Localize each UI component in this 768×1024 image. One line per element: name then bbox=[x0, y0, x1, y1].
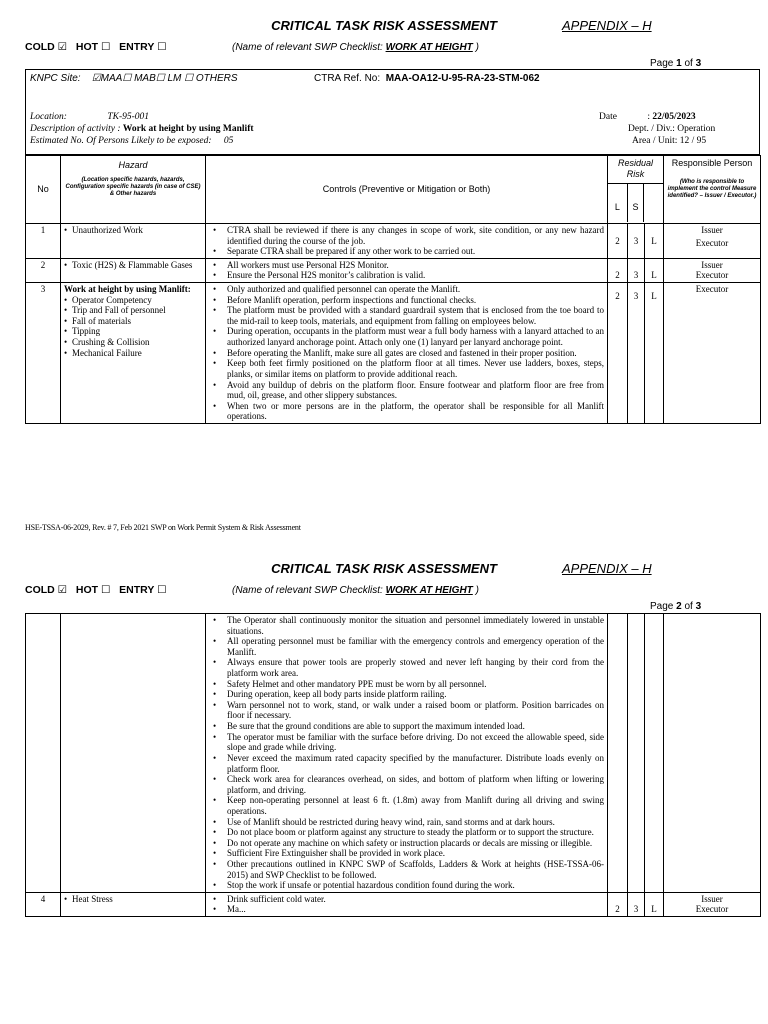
page-prefix: Page bbox=[650, 58, 677, 69]
site-options: ☑MAA☐ MAB☐ LM ☐ OTHERS bbox=[91, 73, 238, 84]
hazard-heading: Hazard bbox=[118, 160, 148, 170]
page-prefix: Page bbox=[650, 601, 677, 612]
col-l: L bbox=[608, 184, 628, 222]
cold-checkbox: ☑ bbox=[57, 41, 68, 53]
persons-value: 05 bbox=[223, 136, 234, 146]
control-item: • The operator must be familiar with the surface before driving. Do not exceed the allowable speed, side slope and grade while driving. bbox=[209, 732, 604, 753]
entry-checkbox: ☐ bbox=[157, 584, 167, 596]
hazard-item: • Toxic (H2S) & Flammable Gases bbox=[64, 260, 202, 271]
dept-label: Dept. / Div.: bbox=[628, 124, 675, 134]
col-residual bbox=[608, 156, 664, 224]
col-no: No bbox=[26, 156, 61, 224]
col-controls: Controls (Preventive or Mitigation or Both) bbox=[206, 156, 608, 224]
entry-label: ENTRY bbox=[119, 584, 155, 596]
risk-s: 3 bbox=[628, 258, 645, 282]
control-item: • Other precautions outlined in KNPC SWP of Scaffolds, Ladders & Work at heights (HSE-TSSA-06-2015) and SWP Checklist to be followed. bbox=[209, 859, 604, 880]
table-row bbox=[26, 258, 761, 282]
risk-l: 2 bbox=[608, 224, 628, 259]
hazard-title: Work at height by using Manlift: bbox=[64, 284, 191, 295]
control-item: • Before Manlift operation, perform inspections and functional checks. bbox=[209, 295, 604, 306]
hazard-item: • Heat Stress bbox=[64, 894, 202, 905]
row-hazard bbox=[61, 224, 206, 259]
control-item: • Do not place boom or platform against any structure to steady the platform or to support the structure. bbox=[209, 827, 604, 838]
control-item: • Ma... bbox=[209, 904, 604, 915]
page-number bbox=[650, 58, 701, 69]
hazard-item: • Crushing & Collision bbox=[64, 337, 202, 348]
control-item: • Be sure that the ground conditions are able to support the maximum intended load. bbox=[209, 721, 604, 732]
row-responsible bbox=[664, 283, 761, 424]
area-label: Area / Unit: bbox=[632, 136, 678, 146]
area-row bbox=[632, 136, 706, 146]
control-item: • Before operating the Manlift, make sure all gates are closed and fastened in their proper position. bbox=[209, 348, 604, 359]
control-item: • The Operator shall continuously monitor the situation and personnel immediately lowered in unstable situations. bbox=[209, 615, 604, 636]
control-item: • Use of Manlift should be restricted during heavy wind, rain, sand storms and at dark hours. bbox=[209, 817, 604, 828]
hot-label: HOT bbox=[75, 584, 99, 596]
row-controls bbox=[206, 614, 608, 893]
hazard-item: • Operator Competency bbox=[64, 295, 202, 306]
responsible-item: Executor bbox=[695, 237, 729, 248]
hot-checkbox: ☐ bbox=[100, 584, 111, 596]
swp-prefix: (Name of relevant SWP Checklist: bbox=[232, 42, 386, 53]
date-value: 22/05/2023 bbox=[652, 112, 696, 122]
risk-rating: L bbox=[645, 892, 664, 916]
page-total: 3 bbox=[695, 58, 702, 69]
swp-name: WORK AT HEIGHT bbox=[385, 585, 473, 596]
control-item: • Sufficient Fire Extinguisher shall be provided in work place. bbox=[209, 848, 604, 859]
responsible-item: Issuer bbox=[701, 259, 723, 270]
document-footer: HSE-TSSA-06-2029, Rev. # 7, Feb 2021 SWP on Work Permit System & Risk Assessment bbox=[25, 523, 301, 532]
row-controls bbox=[206, 892, 608, 916]
row-responsible bbox=[664, 258, 761, 282]
row-responsible bbox=[664, 224, 761, 259]
risk-l: 2 bbox=[608, 258, 628, 282]
cold-checkbox: ☑ bbox=[57, 584, 68, 596]
control-item: • All operating personnel must be familiar with the emergency controls and emergency operation of the Manlift. bbox=[209, 636, 604, 657]
control-item: • Never exceed the maximum rated capacity specified by the manufacturer. Distribute loads evenly on platform floor. bbox=[209, 753, 604, 774]
risk-table-page2-clip bbox=[25, 613, 761, 1024]
control-item: • Check work area for clearances overhead, on sides, and bottom of platform when lifting or lowering platform, and driving. bbox=[209, 774, 604, 795]
swp-suffix: ) bbox=[472, 585, 479, 596]
risk-s: 3 bbox=[628, 283, 645, 424]
risk-rating: L bbox=[645, 258, 664, 282]
dept-row bbox=[628, 124, 715, 134]
control-item: • When two or more persons are in the platform, the operator shall be responsible for all Manlift operations. bbox=[209, 401, 604, 422]
risk-s: 3 bbox=[628, 892, 645, 916]
entry-checkbox: ☐ bbox=[157, 41, 167, 53]
activity-row bbox=[30, 124, 254, 134]
row-controls bbox=[206, 283, 608, 424]
permit-type-row-2 bbox=[25, 584, 167, 596]
location-row bbox=[30, 112, 149, 122]
control-item: • Keep non-operating personnel at least 6 ft. (1.8m) away from Manlift during all driving and swing operations. bbox=[209, 795, 604, 816]
dept-value: Operation bbox=[677, 124, 716, 134]
site-info-box bbox=[25, 69, 760, 155]
ctra-ref bbox=[314, 73, 540, 84]
hazard-item: • Mechanical Failure bbox=[64, 348, 202, 359]
hazard-item: • Tipping bbox=[64, 326, 202, 337]
control-item: • Keep both feet firmly positioned on the platform floor at all times. Never use ladders, boxes, steps, planks, or similar items on platform to provide additional reach. bbox=[209, 358, 604, 379]
location-label: Location: bbox=[30, 112, 67, 122]
control-item: • All workers must use Personal H2S Monitor. bbox=[209, 260, 604, 271]
site-row bbox=[30, 73, 238, 84]
control-item: • Ensure the Personal H2S monitor’s calibration is valid. bbox=[209, 270, 604, 281]
page-number-2 bbox=[650, 601, 701, 612]
page-total: 3 bbox=[695, 601, 702, 612]
risk-table-page1 bbox=[25, 155, 761, 424]
date-row: Date : 22/05/2023 bbox=[599, 112, 696, 122]
row-responsible bbox=[664, 892, 761, 916]
responsible-item: Executor bbox=[695, 270, 729, 281]
permit-type-row bbox=[25, 41, 167, 53]
control-item: • Stop the work if unsafe or potential hazardous condition found during the work. bbox=[209, 880, 604, 891]
risk-s: 3 bbox=[628, 224, 645, 259]
responsible-item: Executor bbox=[695, 284, 729, 295]
row-hazard bbox=[61, 283, 206, 424]
row-no: 2 bbox=[26, 258, 61, 282]
date-label: Date bbox=[599, 112, 617, 122]
control-item: • During operation, occupants in the platform must wear a full body harness with a lanyard attached to an authorized lanyard anchorage point. Attach only one (1) lanyard per lanyard anchorage point. bbox=[209, 326, 604, 347]
table-row bbox=[26, 283, 761, 424]
activity-value: Work at height by using Manlift bbox=[122, 124, 254, 134]
page-of: of bbox=[681, 58, 696, 69]
site-label: KNPC Site: bbox=[30, 73, 81, 84]
row-no: 3 bbox=[26, 283, 61, 424]
risk-rating: L bbox=[645, 283, 664, 424]
control-item: • Only authorized and qualified personnel can operate the Manlift. bbox=[209, 284, 604, 295]
activity-label: Description of activity : bbox=[30, 124, 121, 134]
row-no: 4 bbox=[26, 892, 61, 916]
swp-checklist-note bbox=[232, 42, 479, 53]
responsible-subheading: (Who is responsible to implement the control Measure identified? – Issuer / Executor.) bbox=[667, 178, 757, 199]
table-row bbox=[26, 224, 761, 259]
location-value: TK-95-001 bbox=[107, 112, 150, 122]
responsible-item: Issuer bbox=[701, 225, 723, 235]
col-responsible bbox=[664, 156, 761, 224]
control-item: • Warn personnel not to work, stand, or walk under a raised boom or platform. Position barricades on floor if necessary. bbox=[209, 700, 604, 721]
hot-label: HOT bbox=[75, 41, 99, 53]
cold-label: COLD bbox=[25, 584, 55, 596]
hazard-item: • Trip and Fall of personnel bbox=[64, 305, 202, 316]
risk-table-page2 bbox=[25, 613, 761, 917]
swp-checklist-note-2 bbox=[232, 585, 479, 596]
row-controls bbox=[206, 224, 608, 259]
risk-rating: L bbox=[645, 224, 664, 259]
responsible-heading: Responsible Person bbox=[671, 158, 753, 168]
row-hazard bbox=[61, 258, 206, 282]
col-s: S bbox=[628, 184, 645, 222]
page-current: 2 bbox=[676, 601, 682, 612]
cold-label: COLD bbox=[25, 41, 55, 53]
appendix-label: APPENDIX – H bbox=[562, 18, 652, 33]
area-value: 12 / 95 bbox=[679, 136, 707, 146]
persons-row bbox=[30, 136, 233, 146]
hazard-item: • Unauthorized Work bbox=[64, 225, 202, 236]
row-controls bbox=[206, 258, 608, 282]
page-title: CRITICAL TASK RISK ASSESSMENT bbox=[271, 18, 497, 33]
control-item: • Do not operate any machine on which safety or instruction placards or decals are missing or illegible. bbox=[209, 838, 604, 849]
entry-label: ENTRY bbox=[119, 41, 155, 53]
swp-prefix: (Name of relevant SWP Checklist: bbox=[232, 585, 386, 596]
hazard-subheading: (Location specific hazards, hazards, Configuration specific hazards (in case of CSE) & Other hazards bbox=[65, 176, 201, 197]
control-item: • Always ensure that power tools are properly stowed and never left hanging by their cord from the platform work area. bbox=[209, 657, 604, 678]
responsible-item: Issuer bbox=[701, 893, 723, 904]
page-title-2: CRITICAL TASK RISK ASSESSMENT bbox=[271, 561, 497, 576]
responsible-item: Executor bbox=[695, 904, 729, 915]
control-item: • Safety Helmet and other mandatory PPE must be worn by all personnel. bbox=[209, 679, 604, 690]
control-item: • During operation, keep all body parts inside platform railing. bbox=[209, 689, 604, 700]
ctra-label: CTRA Ref. No: bbox=[314, 73, 381, 84]
residual-heading: Residual Risk bbox=[608, 156, 663, 184]
page-current: 1 bbox=[676, 58, 682, 69]
table-row bbox=[26, 614, 761, 893]
swp-suffix: ) bbox=[472, 42, 479, 53]
hazard-item: • Fall of materials bbox=[64, 316, 202, 327]
control-item: • Avoid any buildup of debris on the platform floor. Ensure footwear and platform floor are free from mud, oil, grease, and other slippery substances. bbox=[209, 380, 604, 401]
page-of: of bbox=[681, 601, 696, 612]
risk-l: 2 bbox=[608, 892, 628, 916]
row-hazard bbox=[61, 892, 206, 916]
table-row bbox=[26, 892, 761, 916]
appendix-label-2: APPENDIX – H bbox=[562, 561, 652, 576]
row-no: 1 bbox=[26, 224, 61, 259]
control-item: • CTRA shall be reviewed if there is any changes in scope of work, site condition, or any new hazard identified during the course of the job. bbox=[209, 225, 604, 246]
control-item: • The platform must be provided with a standard guardrail system that is enclosed from the toe board to the mid-rail to keep tools, materials, and equipment from falling on employees below. bbox=[209, 305, 604, 326]
control-list bbox=[209, 615, 604, 891]
control-item: • Drink sufficient cold water. bbox=[209, 894, 604, 905]
swp-name: WORK AT HEIGHT bbox=[385, 42, 473, 53]
risk-l: 2 bbox=[608, 283, 628, 424]
ctra-value: MAA-OA12-U-95-RA-23-STM-062 bbox=[385, 73, 540, 84]
control-item: • Separate CTRA shall be prepared if any other work to be carried out. bbox=[209, 246, 604, 257]
col-hazard bbox=[61, 156, 206, 224]
hot-checkbox: ☐ bbox=[100, 41, 111, 53]
persons-label: Estimated No. Of Persons Likely to be exposed: bbox=[30, 136, 212, 146]
